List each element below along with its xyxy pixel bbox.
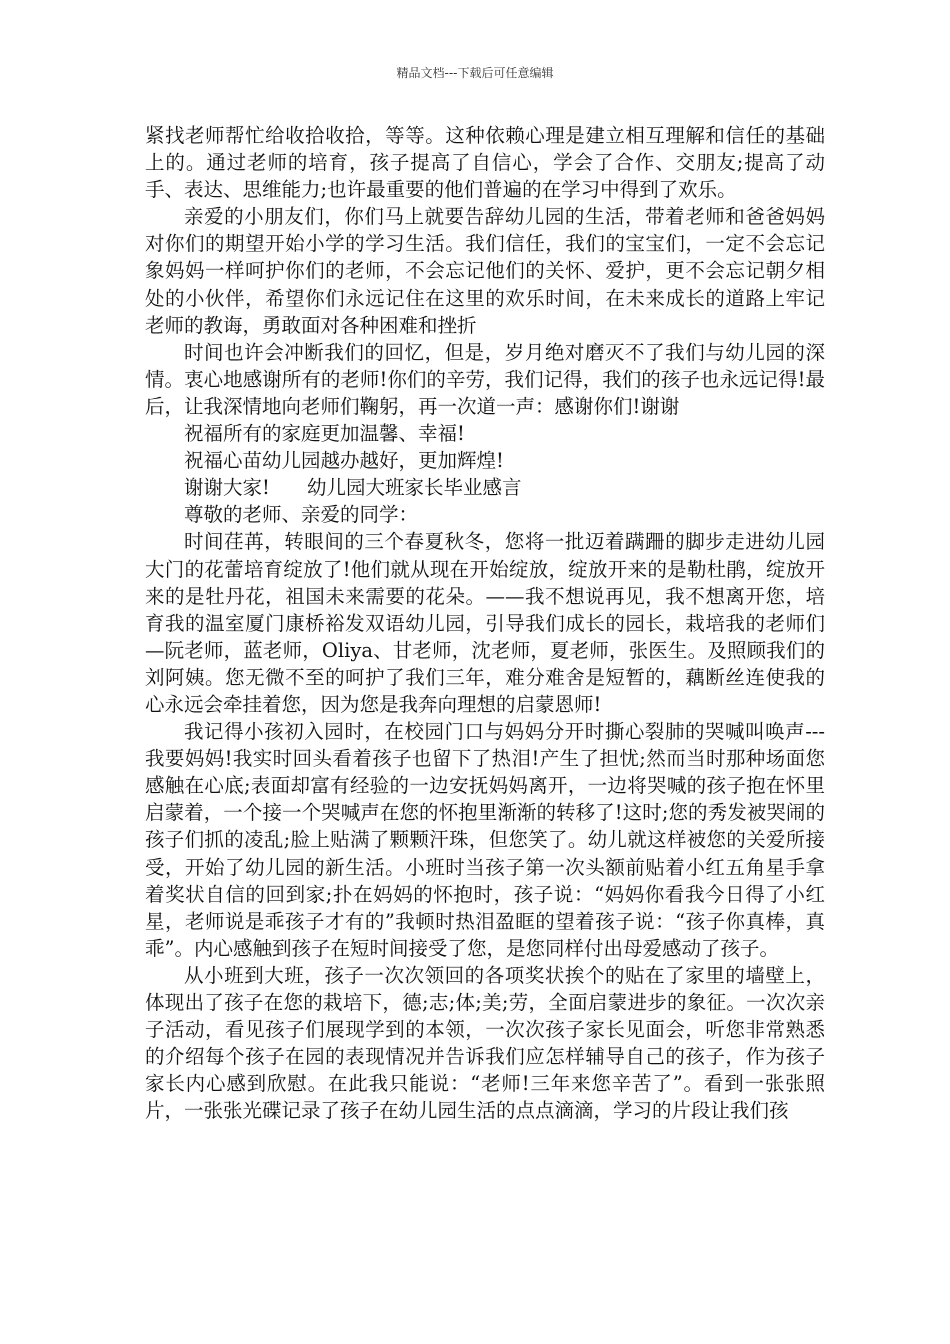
blessing-line-2: 祝福心苗幼儿园越办越好，更加辉煌! — [184, 449, 504, 473]
paragraph-4: 时间荏苒，转眼间的三个春夏秋冬，您将一批迈着蹒跚的脚步走进幼儿园大门的花蕾培育绽放了!他们就从现在开始绽放，绽放开来的是勒杜鹃，绽放开来的是牡丹花，祖国未来需要的花朵。——我不想说再见，我不想离开您，培育我的温室厦门康桥裕发双语幼儿园，引导我们成长的园长，栽培我的老师们—阮老师，蓝老师，Oliya、甘老师，沈老师，夏老师，张医生。及照顾我们的刘阿姨。您无微不至的呵护了我们三年，难分难舍是短暂的，藕断丝连使我的心永远会牵挂着您，因为您是我奔向理想的启蒙恩师! — [145, 530, 825, 716]
paragraph-6: 从小班到大班，孩子一次次领回的各项奖状挨个的贴在了家里的墙壁上，体现出了孩子在您的栽培下，德;志;体;美;劳，全面启蒙进步的象征。一次次亲子活动，看见孩子们展现学到的本领，一次次孩子家长见面会，听您非常熟悉的介绍每个孩子在园的表现情况并告诉我们应怎样辅导自己的孩子，作为孩子家长内心感到欣慰。在此我只能说：“老师!三年来您辛苦了”。看到一张张照片，一张张光碟记录了孩子在幼儿园生活的点点滴滴，学习的片段让我们孩 — [145, 963, 825, 1123]
paragraph-3: 时间也许会冲断我们的回忆，但是，岁月绝对磨灭不了我们与幼儿园的深情。衷心地感谢所有的老师!你们的辛劳，我们记得，我们的孩子也永远记得!最后，让我深情地向老师们鞠躬，再一次道一声：感谢你们!谢谢 — [145, 340, 825, 418]
thanks-and-title-line: 谢谢大家! 幼儿园大班家长毕业感言 — [184, 476, 522, 500]
blessing-line-1: 祝福所有的家庭更加温馨、幸福! — [184, 422, 465, 446]
paragraph-1: 紧找老师帮忙给收拾收拾，等等。这种依赖心理是建立相互理解和信任的基础上的。通过老师的培育，孩子提高了自信心，学会了合作、交朋友;提高了动手、表达、思维能力;也许最重要的他们普遍的在学习中得到了欢乐。 — [145, 124, 825, 202]
salutation-line: 尊敬的老师、亲爱的同学： — [184, 503, 419, 527]
paragraph-2: 亲爱的小朋友们，你们马上就要告辞幼儿园的生活，带着老师和爸爸妈妈对你们的期望开始小学的学习生活。我们信任，我们的宝宝们，一定不会忘记象妈妈一样呵护你们的老师，不会忘记他们的关怀、爱护，更不会忘记朝夕相处的小伙伴，希望你们永远记住在这里的欢乐时间，在未来成长的道路上牢记老师的教诲，勇敢面对各种困难和挫折 — [145, 205, 825, 337]
page-header: 精品文档---下载后可任意编辑 — [396, 66, 554, 80]
paragraph-5: 我记得小孩初入园时，在校园门口与妈妈分开时撕心裂肺的哭喊叫唤声---我要妈妈!我实时回头看着孩子也留下了热泪!产生了担忧;然而当时那种场面您感触在心底;表面却富有经验的一边安抚妈妈离开，一边将哭喊的孩子抱在怀里启蒙着，一个接一个哭喊声在您的怀抱里渐渐的转移了!这时;您的秀发被哭闹的孩子们抓的凌乱;脸上贴满了颗颗汗珠，但您笑了。幼儿就这样被您的关爱所接受，开始了幼儿园的新生活。小班时当孩子第一次头额前贴着小红五角星手拿着奖状自信的回到家;扑在妈妈的怀抱时，孩子说：“妈妈你看我今日得了小红星，老师说是乖孩子才有的”我顿时热泪盈眶的望着孩子说：“孩子你真棒，真乖”。内心感触到孩子在短时间接受了您，是您同样付出母爱感动了孩子。 — [145, 720, 825, 960]
document-body — [145, 122, 825, 1124]
